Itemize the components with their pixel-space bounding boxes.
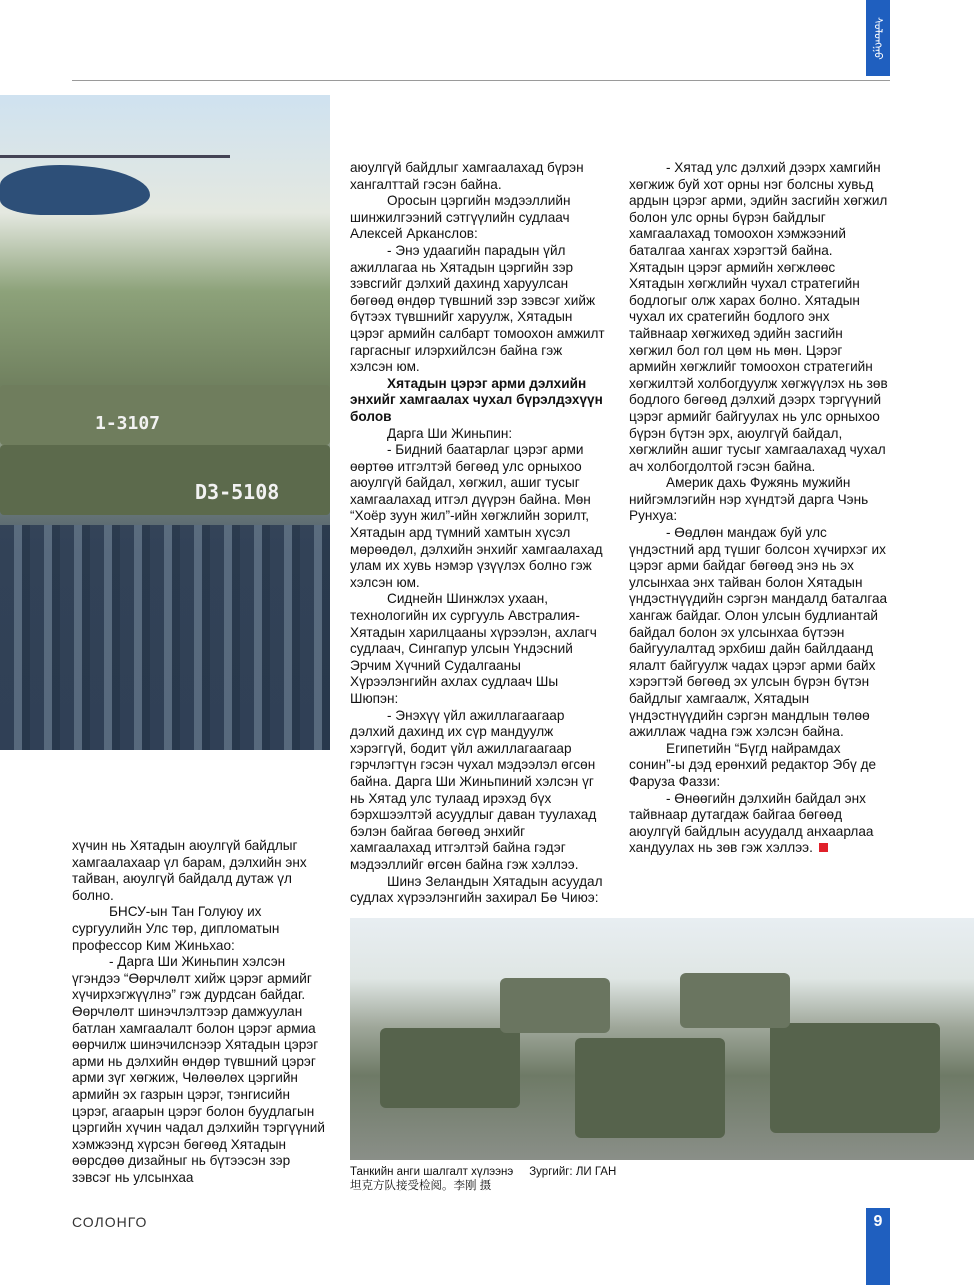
paragraph: Хятадын цэрэг арми дэлхийн энхийг хамгаалах чухал бүрэлдэхүүн болов xyxy=(350,375,603,424)
helicopter-rotor xyxy=(0,155,230,158)
paragraph: Оросын цэргийн мэдээллийн шинжилгээний сэтгүүлийн судлаач Алексей Арканслов: xyxy=(350,193,571,242)
paragraph: - Дарга Ши Жиньпин хэлсэн үгэндээ “Өөрчлөлт хийж цэрэг армийг хүчирхэгжүүлнэ” гэж дурдсан байдаг. Өөрчлөлт шинэчлэлтээр дамжуулан батлан хамгаалалт болон цэрэг армиа өөрчилж шинэчилснээр Хятадын цэрэг арми нь дэлхийн өндөр түвшний цэрэг арми зүг хөгжиж, Чөлөөлөх цэргийн армийн эх газрын цэрэг, тэнгисийн цэрэг, агаарын цэрэг болон буудлагын цэргийн хүчин чадал дэлхийн тэргүүний хэмжээнд хүрсэн бөгөөд Хятадын өөрсдөө дизайныг нь бүтээсэн зэр зэвсэг нь улсынхаа xyxy=(72,954,325,1185)
tank xyxy=(500,978,610,1033)
paragraph: - Бидний баатарлаг цэрэг арми өөртөө итгэлтэй бөгөөд улс орныхоо аюулгүй байдал, хөгжил, ашиг тусыг хамгаалахад итгэл дүүрэн байна. Мөн “Хоёр зуун жил”-ийн хөгжлийн зорилт, Хятадын ард түмний хамтын хүсэл мөрөөдөл, дэлхийн энхийг хамгаалахад улам их хувь нэмэр үзүүлэх болно гэж хэлсэн юм. xyxy=(350,442,603,590)
column-c xyxy=(72,838,330,1186)
paragraph: Дарга Ши Жиньпин: xyxy=(387,425,513,441)
paragraph: - Энэ удаагийн парадын үйл ажиллагаа нь Хятадын цэргийн зэр зэвсгийг дэлхий дахинд харуулсан бөгөөд өндөр түвшний зэр зэвсэг хийж бүтээх түвшнийг харуулж, Хятадын цэрэг армийн салбарт томоохон амжилт гаргасныг илэрхийлсэн байна гэж хэлсэн юм. xyxy=(350,242,605,375)
paragraph: Америк дахь Фужянь мужийн нийгэмлэгийн нэр хүндтэй дарга Чэнь Рунхуа: xyxy=(629,475,869,524)
column-a xyxy=(350,160,605,907)
tank-number-1: 1-3107 xyxy=(95,413,161,434)
paragraph: - Хятад улс дэлхий дээрх хамгийн хөгжиж буй хот орны нэг болсны хувьд ардын цэрэг арми, эдийн засгийн хөгжил болон улс орны бүрэн байдлыг хамгаалахад томоохон хэмжээний баталгаа хангах хэрэгтэй байна. Хятадын цэрэг армийн хөгжлөөс Хятадын хөгжлийн чухал стратегийн бодлогыг олж харах болно. Хятадын чухал их сратегийн бодлого энх тайвнаар хөгжихөд эдийн засгийн хөгжил бол гол цөм нь мөн. Цэрэг армийн хөгжлийг томоохон стратегийн хөгжилтэй холбогдуулж хөгжүүлэх нь зөв бодлого бөгөөд дэлхий дээрх тэргүүний цэрэг армийг байгуулах нь улс орныхоо бүрэн бүтэн эрх, аюулгүй байдал, хөгжлийн ашиг тусыг хамгаалахад чухал ач холбогдолтой гэсэн байна. xyxy=(629,160,888,474)
caption-text-mn: Танкийн анги шалгалт хүлээнэ xyxy=(350,1166,514,1178)
photo-credit: Зургийг: ЛИ ГАН xyxy=(529,1166,617,1178)
paragraph: Египетийн “Бүгд найрамдах сонин”-ы дэд ерөнхий редактор Эбү де Фаруза Фаззи: xyxy=(629,740,877,789)
paragraph: хүчин нь Хятадын аюулгүй байдлыг хамгаалахаар үл барам, дэлхийн энх тайван, аюулгүй байдалд дутаж үл болно. xyxy=(72,838,307,903)
tank xyxy=(380,1028,520,1108)
paragraph: - Өөдлөн мандаж буй улс үндэстний ард түшиг болсон хүчирхэг их цэрэг арми байдаг бөгөөд энэ нь эх улсынхаа энх тайван болон Хятадын үндэстнүүдийн сэргэн мандалд баталгаа хангаж байдаг. Олон улсын будлиантай байдал болон эх улсынхаа бүтээн байгуулалтад эрхбиш дайн байлдаанд ялалт байгуулж чадах цэрэг арми байх хэрэгтэй бөгөөд эх улсын бүрэн бүтэн байдлыг хамгаалж, Хятадын үндэстнүүдийн сэргэн мандлын төлөө ажиллаж чадна гэж хэлсэн байна. xyxy=(629,525,888,740)
tank-number-2: D3-5108 xyxy=(195,480,280,504)
parade-photo-top xyxy=(0,95,330,750)
tank xyxy=(575,1038,725,1138)
tank-row-1 xyxy=(0,385,330,445)
helicopter xyxy=(0,165,150,215)
tank-parade-photo xyxy=(350,918,974,1160)
column-b xyxy=(629,160,889,857)
magazine-name: СОЛОНГО xyxy=(72,1214,148,1230)
paragraph: Сиднейн Шинжлэх ухаан, технологийн их сургууль Австралия-Хятадын харилцааны хүрээлэн, ахлагч судлаач, Сингапур улсын Үндэсний Эрчим Хүчний Судалгааны Хүрээлэнгийн ахлах судлаач Шы Шюпэн: xyxy=(350,591,597,706)
end-mark-icon xyxy=(819,843,828,852)
page-number: 9 xyxy=(866,1208,890,1285)
paragraph: Шинэ Зеландын Хятадын асуудал судлах хүрээлэнгийн захирал Бө Чиюэ: xyxy=(350,873,603,906)
section-tab: ᠰᠣᠯᠣᠩᠭᠤ xyxy=(866,0,890,76)
paragraph: - Энэхүү үйл ажиллагаагаар дэлхий дахинд их сүр мандуулж хэрэггүй, бодит үйл ажиллагаагаар гэрчлэгтүн гэсэн чухал мэдээлэл өгсөн байна. Дарга Ши Жиньпиний хэлсэн үг нь Хятад улс тулаад ирэхэд бүх бэрхшээлтэй асуудлыг даван туулахад бэлэн байгаа бөгөөд энхийг хамгаалахад итгэлтэй байна гэдэг мэдээллийг өгсөн байна гэж хэллээ. xyxy=(350,707,597,872)
paragraph: - Өнөөгийн дэлхийн байдал энх тайвнаар дутагдаж байгаа бөгөөд аюулгүй байдлын асуудалд анхаарлаа хандуулах нь зөв гэж хэллээ. xyxy=(629,790,874,856)
tank xyxy=(680,973,790,1028)
caption-text-cn: 坦克方队接受检阅。李刚 摄 xyxy=(350,1180,492,1192)
tank xyxy=(770,1023,940,1133)
photo-caption xyxy=(350,1165,650,1193)
paragraph: БНСУ-ын Тан Голуюу их сургуулийн Улс төр, дипломатын профессор Ким Жиньхао: xyxy=(72,904,280,953)
tank-row-2 xyxy=(0,445,330,515)
paragraph: аюулгүй байдлыг хамгаалахад бүрэн хангалттай гэсэн байна. xyxy=(350,160,584,192)
header-rule xyxy=(72,80,890,81)
marching-troops xyxy=(0,525,330,750)
